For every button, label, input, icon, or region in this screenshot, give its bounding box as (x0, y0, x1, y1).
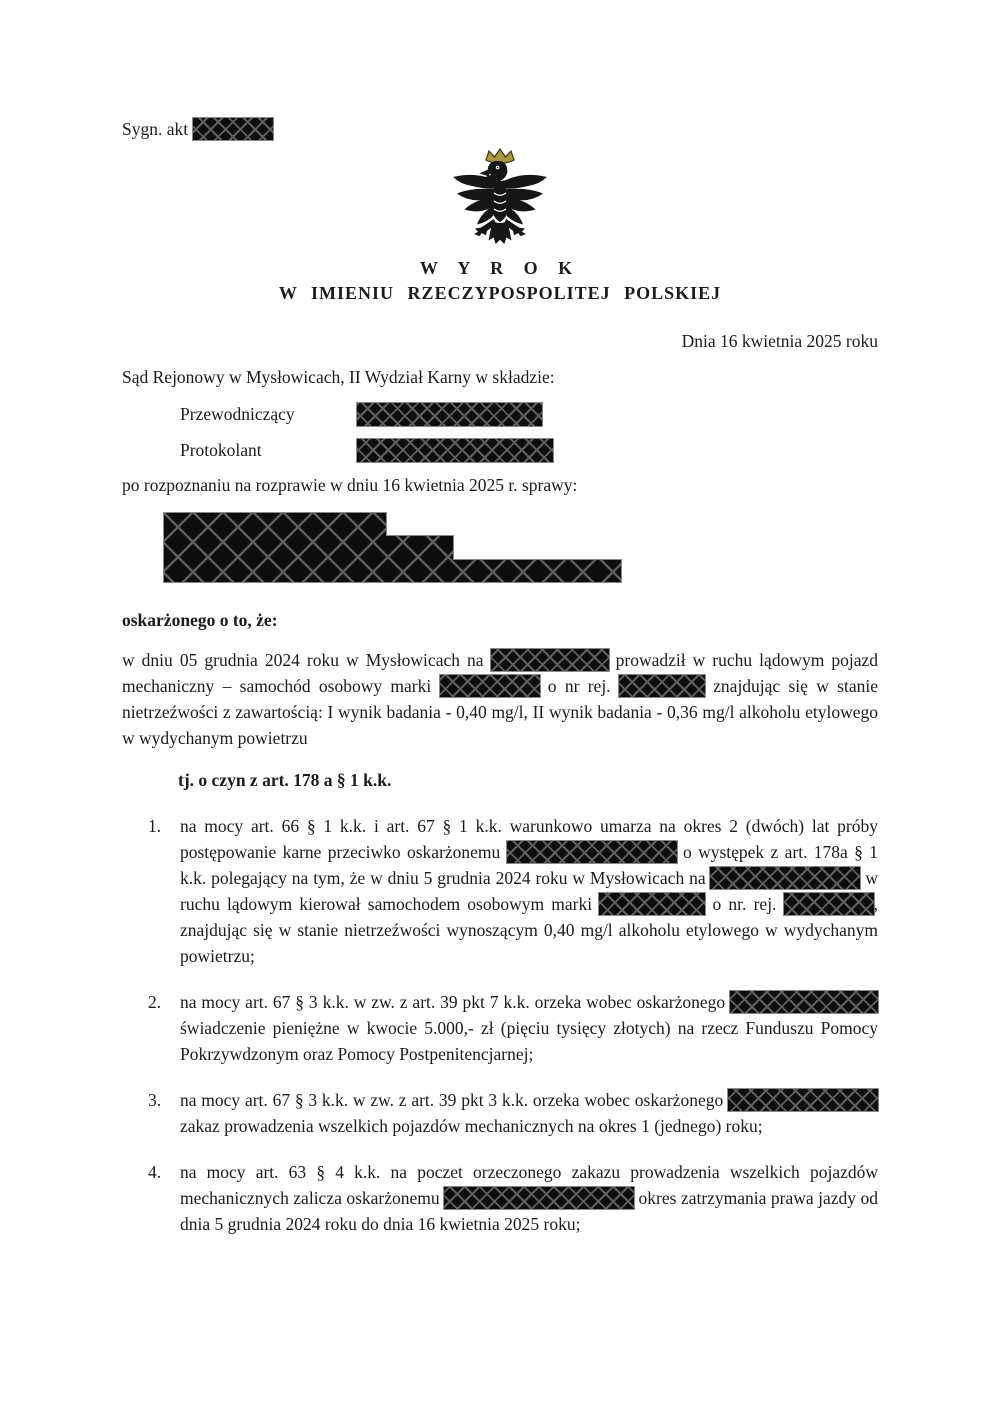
case-number-row (122, 116, 878, 142)
role-row-clerk (122, 432, 878, 468)
court-roles (122, 396, 878, 468)
role-label: Protokolant (180, 440, 262, 460)
redacted-text (599, 893, 705, 915)
ruling-item-1 (122, 813, 878, 969)
ruling-number: 4. (148, 1162, 162, 1182)
redacted-defendant-block (163, 512, 622, 583)
redacted-text (444, 1187, 634, 1209)
redacted-judge-name (357, 403, 542, 426)
redacted-text (619, 675, 705, 697)
eagle-beak (480, 169, 490, 176)
ruling-text: na mocy art. 66 § 1 k.k. i art. 67 § 1 k.k. warunkowo umarza na okres 2 (dwóch) lat próby postępowanie karne przeciwko oskarżonemu o występek z art. 178a § 1 k.k. polegający na tym, że w dniu 5 grudnia 2024 roku w Mysłowicach na w ruchu lądowym kierował samochodem osobowym marki o nr. rej. , znajdując się w stanie nietrzeźwości wynoszącym 0,40 mg/l alkoholu etylowego w wydychanym powietrzu; (180, 816, 879, 966)
redacted-text (784, 893, 874, 915)
redacted-text (440, 675, 540, 697)
eagle-tail (489, 221, 512, 244)
role-label: Przewodniczący (180, 404, 295, 424)
redacted-text (710, 867, 860, 889)
ruling-text: na mocy art. 63 § 4 k.k. na poczet orzeczonego zakazu prowadzenia wszelkich pojazdów mechanicznych zalicza oskarżonemu okres zatrzymania prawa jazdy od dnia 5 grudnia 2024 roku do dnia 16 kwietnia 2025 roku; (180, 1162, 878, 1234)
redacted-clerk-name (357, 439, 553, 462)
ruling-number: 1. (148, 816, 162, 836)
offense-description-paragraph: w dniu 05 grudnia 2024 roku w Mysłowicach na prowadził w ruchu lądowym pojazd mechaniczny – samochód osobowy marki o nr rej. znajdując się w stanie nietrzeźwości z zawartością: I wynik badania - 0,40 mg/l, II wynik badania - 0,36 mg/l alkoholu etylowego w wydychanym powietrzu (122, 650, 879, 748)
judgment-date: Dnia 16 kwietnia 2025 roku (681, 331, 878, 351)
ruling-text: na mocy art. 67 § 3 k.k. w zw. z art. 39 pkt 7 k.k. orzeka wobec oskarżonego świadczenie pieniężne w kwocie 5.000,- zł (pięciu tysięcy złotych) na rzecz Funduszu Pomocy Pokrzywdzonym oraz Pomocy Postpenitencjarnej; (180, 992, 878, 1064)
ruling-item-4 (122, 1159, 878, 1237)
redacted-text (730, 991, 878, 1013)
redacted-case-number (193, 118, 273, 140)
eagle-right-wing (502, 175, 547, 225)
role-row-presiding-judge (122, 396, 878, 432)
court-composition-line: Sąd Rejonowy w Mysłowicach, II Wydział Karny w składzie: (122, 367, 555, 387)
ruling-item-3 (122, 1087, 878, 1139)
accused-heading: oskarżonego o to, że: (122, 610, 278, 630)
ruling-number: 3. (148, 1090, 162, 1110)
case-number-label: Sygn. akt (122, 119, 189, 139)
redacted-text (491, 649, 609, 671)
document-title: W Y R O K (419, 258, 581, 278)
hearing-line: po rozpoznaniu na rozprawie w dniu 16 kwietnia 2025 r. sprawy: (122, 475, 578, 495)
eagle-left-wing (453, 175, 498, 225)
polish-eagle-emblem (448, 146, 552, 252)
document-subtitle: W IMIENIU RZECZYPOSPOLITEJ POLSKIEJ (278, 283, 722, 303)
ruling-item-2 (122, 989, 878, 1067)
ruling-text: na mocy art. 67 § 3 k.k. w zw. z art. 39 pkt 3 k.k. orzeka wobec oskarżonego zakaz prowadzenia wszelkich pojazdów mechanicznych na okres 1 (jednego) roku; (180, 1090, 878, 1136)
eagle-pupil (497, 167, 499, 169)
ruling-number: 2. (148, 992, 162, 1012)
emblem-area (122, 146, 878, 254)
legal-qualification-line: tj. o czyn z art. 178 a § 1 k.k. (178, 770, 392, 790)
rulings-list (122, 813, 878, 1237)
redacted-text (728, 1089, 878, 1111)
redacted-text (507, 841, 677, 863)
